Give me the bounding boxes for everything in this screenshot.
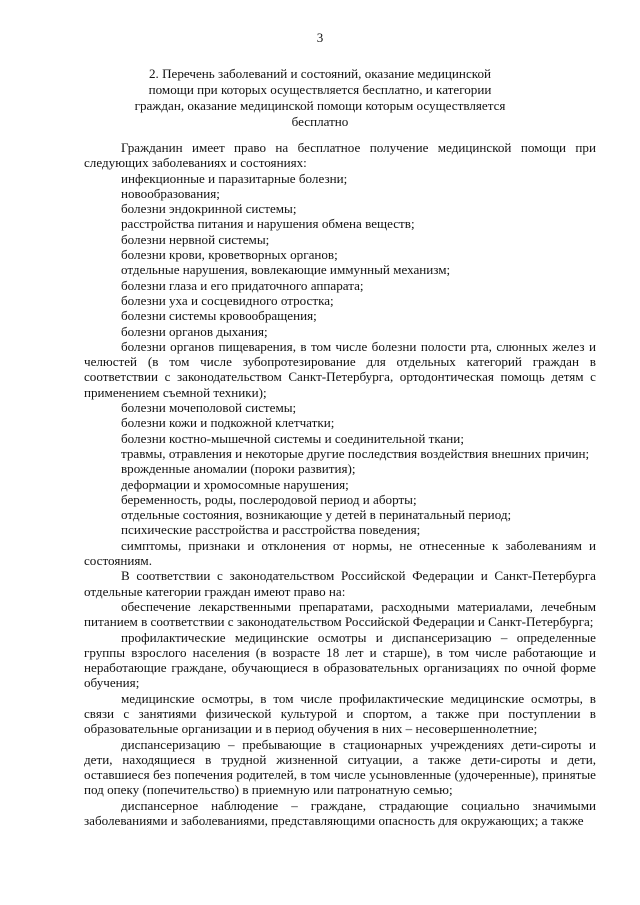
- category-item: медицинские осмотры, в том числе профилактические медицинские осмотры, в связи с занятиями физической культурой и спортом, а также при поступлении в образовательные организации и в период обучения в них – несовершеннолетние;: [84, 690, 596, 737]
- disease-item: отдельные состояния, возникающие у детей в перинатальный период;: [121, 507, 512, 523]
- categories-intro-paragraph: В соответствии с законодательством Российской Федерации и Санкт-Петербурга отдельные категории граждан имеют право на:: [84, 568, 596, 599]
- disease-item: беременность, роды, послеродовой период и аборты;: [121, 491, 417, 507]
- disease-item: инфекционные и паразитарные болезни;: [121, 170, 348, 186]
- heading-line: граждан, оказание медицинской помощи которым осуществляется: [134, 98, 506, 113]
- heading-line: бесплатно: [291, 114, 349, 129]
- disease-item: деформации и хромосомные нарушения;: [121, 476, 349, 492]
- disease-item: врожденные аномалии (пороки развития);: [121, 461, 356, 477]
- disease-item: болезни кожи и подкожной клетчатки;: [121, 415, 335, 431]
- disease-item: болезни системы кровообращения;: [121, 308, 317, 324]
- category-item: диспансерное наблюдение – граждане, страдающие социально значимыми заболеваниями и заболеваниями, представляющими опасность для окружающих; а также: [84, 797, 596, 829]
- disease-item: отдельные нарушения, вовлекающие иммунный механизм;: [121, 262, 451, 278]
- section-heading: [100, 66, 540, 130]
- disease-item: болезни уха и сосцевидного отростка;: [121, 292, 334, 308]
- category-item: профилактические медицинские осмотры и диспансеризацию – определенные группы взрослого населения (в возрасте 18 лет и старше), в том числе работающие и неработающие граждане, обучающиеся в образовательных организациях по очной форме обучения;: [84, 629, 596, 691]
- disease-item: болезни нервной системы;: [121, 231, 270, 247]
- category-item: обеспечение лекарственными препаратами, расходными материалами, лечебным питанием в соответствии с законодательством Российской Федерации и Санкт-Петербурга;: [84, 598, 596, 630]
- intro-paragraph: Гражданин имеет право на бесплатное получение медицинской помощи при следующих заболеваниях и состояниях:: [84, 140, 596, 171]
- heading-line: помощи при которых осуществляется бесплатно, и категории: [148, 82, 492, 97]
- disease-item: болезни мочеполовой системы;: [121, 400, 297, 416]
- disease-item: болезни органов дыхания;: [121, 323, 268, 339]
- disease-item: новообразования;: [121, 185, 220, 201]
- page-number: 3: [316, 30, 324, 45]
- heading-line: 2. Перечень заболеваний и состояний, оказание медицинской: [148, 66, 492, 81]
- document-body: [84, 140, 596, 828]
- disease-item: болезни крови, кроветворных органов;: [121, 247, 338, 263]
- disease-item: травмы, отравления и некоторые другие последствия воздействия внешних причин;: [121, 445, 590, 461]
- disease-item: болезни глаза и его придаточного аппарата;: [121, 277, 364, 293]
- disease-item: расстройства питания и нарушения обмена веществ;: [121, 216, 415, 232]
- disease-item: болезни эндокринной системы;: [121, 201, 297, 217]
- disease-item: болезни органов пищеварения, в том числе болезни полости рта, слюнных желез и челюстей (в том числе зубопротезирование для отдельных категорий граждан в соответствии с законодательством Санкт-Петербурга, ортодонтическая помощь детям с применением съемной техники);: [84, 338, 596, 400]
- category-item: диспансеризацию – пребывающие в стационарных учреждениях дети-сироты и дети, находящиеся в трудной жизненной ситуации, а также дети-сироты и дети, оставшиеся без попечения родителей, в том числе усыновленные (удочеренные), принятые под опеку (попечительство) в приемную или патронатную семью;: [84, 736, 596, 798]
- disease-item: симптомы, признаки и отклонения от нормы, не отнесенные к заболеваниям и состояниям.: [84, 537, 596, 569]
- disease-item: психические расстройства и расстройства поведения;: [121, 522, 421, 538]
- disease-item: болезни костно-мышечной системы и соединительной ткани;: [121, 430, 464, 446]
